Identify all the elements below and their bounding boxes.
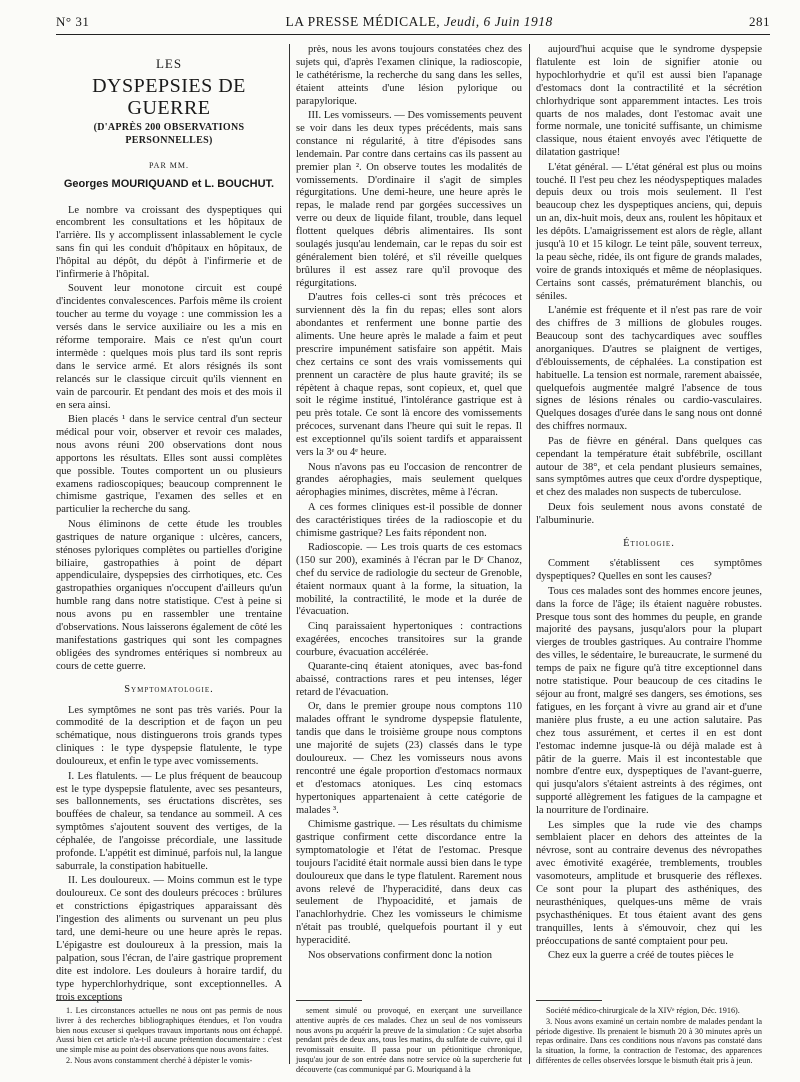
column-2 (296, 44, 522, 992)
footnotes-column-3 (536, 1006, 762, 1076)
article-heading (56, 58, 282, 191)
paragraph: aujourd'hui acquise que le syndrome dyspepsie flatulente est loin de signifier atonie ou hypochlorhydrie et qu'il est aussi bien l'apanage d'estomacs dont la contractilité et la sécrétion chlorhydrique sont apparemment intactes. Les trois quarts de nos malades, dont l'estomac avait une forme normale, une tonicité suffisante, un chimisme classique, nous étaient envoyés avec l'étiquette de dilatation gastrique! (536, 44, 762, 159)
paragraph: Société médico-chirurgicale de la XIVᵉ région, Déc. 1916). (546, 1006, 740, 1015)
section-heading-etiologie: Étiologie. (623, 537, 675, 549)
paragraph: Deux fois seulement nous avons constaté de l'albuminurie. (536, 501, 762, 526)
paragraph: Pas de fièvre en général. Dans quelques cas cependant la température était subfébrile, oscillant autour de 38°, et cela pendant plusieurs semaines, sans symptômes autres que ceux d'ordre dyspeptique, et chez des malades non suspects de tuberculose. (536, 435, 762, 499)
article-title: DYSPEPSIES DE GUERRE (92, 74, 246, 119)
article-kicker: LES (155, 56, 183, 71)
paragraph: D'autres fois celles-ci sont très précoces et surviennent dès la fin du repas; elles sont alors abondantes et renferment une bonne partie des aliments. Une heure après le malade a faim et peut prescrire impunément satisfaire son appétit. Mais chez certains ce sont des vrais vomissements qui prennent un caractère de plus haute gravité; ils se répètent à chaque repas, sont copieux, et, quel que soit le régime institué, l'intolérance gastrique est à peu près totale. Ce sont là encore des vomissements précoces, survenant dans l'heure qui suit le repas. Il est exceptionnel qu'ils soient tardifs et apparaissent vers la 3ᵉ ou 4ᵉ heure. (296, 292, 522, 459)
column-divider-2 (529, 44, 530, 1064)
byline-prefix: PAR MM. (148, 160, 190, 170)
header-rule (56, 34, 770, 35)
paragraph: Nous éliminons de cette étude les troubles gastriques de nature organique : ulcères, cancers, sténoses pyloriques complètes ou partielles d'origine biliaire, gastropathies à point de départ appendiculaire, dyspepsies des cirrhotiques, etc. Ces gastropathies organiques n'occupent d'ailleurs qu'un humble rang dans notre statistique. C'est à peine si nous avons pu en rassembler une trentaine d'observations. Nous laisserons également de côté les manifestations gastriques qui sont les compagnes obligées des syndromes entériques si nombreux au cours de cette guerre. (56, 518, 282, 672)
footnotes-column-2 (296, 1006, 522, 1076)
journal-masthead (286, 14, 553, 30)
paragraph: L'état général. — L'état général est plus ou moins touché. Il l'est peu chez les néodyspeptiques malades depuis deux ou trois mois seulement. Il l'est beaucoup chez les dyspeptiques anciens, qui, depuis un an, dix-huit mois, deux ans, roulent les hôpitaux et les dépôts. L'amaigrissement est alors de règle, allant jusqu'à 10 et 15 kilogr. Le teint pâle, souvent terreux, la peau sèche, ridée, ils ont figure de grands malades, voire de grands intoxiqués et même de néoplasiques. Certains sont cassés, prématurément blanchis, ou séniles. (536, 161, 762, 302)
column-3-body-continued (536, 558, 762, 963)
page-number: 281 (749, 14, 770, 29)
journal-name: LA PRESSE MÉDICALE, (285, 14, 441, 29)
paragraph: Tous ces malades sont des hommes encore jeunes, dans la force de l'âge; ils étaient naguère robustes. Presque tous sont des hommes du peuple, en grande majorité des paysans, jusqu'alors pour la plupart vierges de troubles gastriques. Au contraire l'homme des villes, le sédentaire, le bureaucrate, le surmené du temps de paix ne figure qu'à titre exceptionnel dans notre statistique. Pour beaucoup de ces citadins le séjour au front, malgré ses dangers, ses émotions, ses fatigues, en les forçant à vivre au grand air et d'une manière plus fruste, a eu une action salutaire. Pas chez tous assurément, et certes il en est dont l'estomac indemne jusque-là ou déjà malade est à pâtir de la guerre. Mais il est incontestable que nombre d'entre eux, dyspeptiques de l'avant-guerre, qui jusqu'alors s'étaient astreints à des régimes, ont supporté allègrement les fatigues de la campagne et la nourriture de l'ordinaire. (536, 585, 762, 817)
article-subtitle: (D'APRÈS 200 OBSERVATIONS PERSONNELLES) (93, 121, 245, 146)
paragraph: Quarante-cinq étaient atoniques, avec bas-fond abaissé, contractions rares et peu intenses, léger retard de l'évacuation. (296, 661, 522, 698)
paragraph: Radioscopie. — Les trois quarts de ces estomacs (150 sur 200), examinés à l'écran par le Dʳ Chanoz, chef du service de radiologie du secteur de Grenoble, étaient normaux quant à la forme, la situation, la mobilité, la contractilité, le mode et la durée de l'évacuation. (296, 541, 522, 618)
footnote-rule-1 (56, 1000, 122, 1001)
running-header (56, 14, 770, 32)
column-1-body (56, 205, 282, 674)
paragraph: Les symptômes ne sont pas très variés. Pour la commodité de la description et de façon un peu schématique, nous distinguerons trois grands types cliniques : le type dyspepsie flatulente, le type douloureux, et enfin le type avec vomissements. (56, 704, 282, 768)
paragraph: sement simulé ou provoqué, en exerçant une surveillance attentive auprès de ces malades. Chez un seul de nos vomisseurs nous avons pu acquérir la preuve de la simulation : Ce sujet absorba pendant près de deux ans, tous les matins, du sulfate de cuivre, qui il revomissait ensuite. Il passa pour un pétionitique chronique, jusqu'au jour de son entrée dans notre service où la supercherie fut découverte (cas communiqué par G. Mouriquand à la (296, 1006, 522, 1074)
paragraph: Nos observations confirment donc la notion (308, 949, 493, 961)
paragraph: Nous n'avons pas eu l'occasion de rencontrer de grandes aérophagies, mais seulement quelques aérophagies minimes, discrètes, même à l'écran. (296, 461, 522, 499)
column-1 (56, 44, 282, 1003)
paragraph: I. Les flatulents. — Le plus fréquent de beaucoup est le type dyspepsie flatulente, avec ses pesanteurs, ses ballonnements, ses éructations discrètes, ses bouffées de chaleur, sa tendance au sommeil. A ces symptômes s'ajoutent souvent des vertiges, de la céphalée, de l'angoisse précordiale, une lassitude profonde. L'appétit est diminué, parfois nul, la langue saburrale, la constipation habituelle. (56, 770, 282, 872)
paragraph: Comment s'établissent ces symptômes dyspeptiques? Quelles en sont les causes? (536, 558, 762, 583)
column-1-body-continued (56, 705, 282, 1005)
column-2-body (296, 44, 522, 962)
paragraph: 2. Nous avons constamment cherché à dépister le vomis- (66, 1055, 253, 1065)
paragraph: Cinq paraissaient hypertoniques : contractions exagérées, encoches transitoires sur la grande courbure, évacuation accélérée. (296, 620, 522, 658)
column-3-body (536, 44, 762, 528)
paragraph: Souvent leur monotone circuit est coupé d'incidentes convalescences. Parfois même ils croient toucher au terme du voyage : une commission les a versés dans le service auxiliaire ou les a mis en réforme temporaire. Mais ce n'est qu'un court intermède : quelques mois plus tard ils sont repris dans le service armé. Et alors résignés ils sont relancés sur le classique circuit qu'ils viennent en vain de parcourir. Et pendant des mois et des mois il en sera ainsi. (56, 283, 282, 411)
paragraph: II. Les douloureux. — Moins commun est le type douloureux. Ce sont des douleurs précoces : brûlures et constrictions épigastriques apparaissant dès l'ingestion des aliments ou survenant un peu plus tard, une demi-heure ou une heure après le repas. L'épigastre est douloureux à la pression, mais la palpation, sous l'écran, de l'aire gastrique proprement dite est indolore. Les douleurs à horaire tardif, du type hyperchlorhydrique, sont exceptionnelles. A trois exceptions (56, 875, 282, 1003)
paragraph: 3. Nous avons examiné un certain nombre de malades pendant la période digestive. Ils prenaient le bismuth 20 à 30 minutes après un repas ordinaire. Dans ces conditions nous n'avons pas constaté dans la situation, la forme, la contraction de l'estomac, des apparences différentes de celles observées lorsque le bismuth était pris à jeun. (536, 1016, 762, 1065)
paragraph: III. Les vomisseurs. — Des vomissements peuvent se voir dans les deux types précédents, mais sans constance ni régularité, à titre d'épisodes sans lendemain. Par contre dans certains cas ils passent au premier plan ². On observe toutes les modalités de vomissements. D'ordinaire il s'agit de simples régurgitations. Une demi-heure, une heure après le repas, le malade rend par gorgées successives un verre ou deux de liquide filant, trouble, dans lequel flottent quelques débris alimentaires. Ils sont soulagés jusqu'au lendemain, car le repas du soir est généralement bien toléré, et s'il réveille quelques brûlures il est assez rare qu'il provoque des régurgitations. (296, 110, 522, 289)
paragraph: près, nous les avons toujours constatées chez des sujets qui, d'après l'examen clinique, la radioscopie, le cathétérisme, la recherche du sang dans les selles, étaient atteints d'une lésion pylorique ou parapylorique. (296, 44, 522, 107)
paragraph: 1. Les circonstances actuelles ne nous ont pas permis de nous livrer à des recherches bibliographiques étendues, et l'on voudra bien nous excuser si quelques travaux importants nous ont échappé. Aussi bien cet article n'a-t-il aucune prétention documentaire : c'est une simple mise au point des observations que nous avons faites. (56, 1006, 282, 1055)
section-heading-symptomatologie: Symptomatologie. (124, 683, 214, 695)
paragraph: Bien placés ¹ dans le service central d'un secteur médical pour voir, observer et revoir ces malades, nous avons réuni 200 observations dont nous apportons les résultats. Elles sont aussi complètes que possible. Toutes comportent un ou plusieurs examens radioscopiques; beaucoup comprennent le chimisme gastrique, l'examen des selles et en particulier la recherche du sang. (56, 414, 282, 516)
issue-date: Jeudi, 6 Juin 1918 (444, 14, 553, 29)
article-authors: Georges MOURIQUAND et L. BOUCHUT. (63, 177, 275, 190)
column-divider-1 (289, 44, 290, 1064)
footnote-rule-3 (536, 1000, 602, 1001)
paragraph: Or, dans le premier groupe nous comptons 110 malades offrant le syndrome dyspepsie flatulente, tandis que dans le troisième groupe nous comptons une majorité de sujets (23) classés dans le type douloureux. — Chez les vomisseurs nous avons rencontré une égale proportion d'estomacs normaux et d'estomacs atoniques. Les cinq estomacs hypertoniques appartenaient à cette catégorie de malades ³. (296, 701, 522, 816)
paragraph: Chez eux la guerre a créé de toutes pièces le (548, 950, 734, 962)
issue-number: N° 31 (56, 14, 90, 29)
footnote-rule-2 (296, 1000, 362, 1001)
paragraph: Le nombre va croissant des dyspeptiques qui encombrent les consultations et les hôpitaux de l'arrière. Ils y accomplissent inlassablement le cycle sans fin qui les conduit d'hôpitaux en hôpitaux, de l'hôpital au dépôt, du dépôt à l'infirmerie et de l'infirmerie à l'hôpital. (56, 204, 282, 281)
paragraph: L'anémie est fréquente et il n'est pas rare de voir des chiffres de 3 millions de globules rouges. Beaucoup sont des tachycardiques avec souffles anorganiques. D'autres se plaignent de vertiges, d'éblouissements, de céphalées. La constipation est habituelle. La tension est normale, rarement abaissée, quelquefois augmentée malgré l'absence de tous signes de lésions rénales ou cardio-vasculaires. Quelques dosages d'urée dans le sang nous ont donné des chiffres normaux. (536, 305, 762, 433)
footnotes-column-1 (56, 1006, 282, 1076)
paragraph: A ces formes cliniques est-il possible de donner des caractéristiques tirées de la radioscopie et du chimisme gastrique? Les faits répondent non. (296, 501, 522, 539)
paragraph: Les simples que la rude vie des champs semblaient placer en dehors des atteintes de la névrose, sont au contraire devenus des névropathes avec émotivité exagérée, tremblements, troubles vasomoteurs, amplitude et brusquerie des réflexes. Ce sont pour la plupart des asthéniques, des neurasthéniques, quelques-uns même de vrais psychasthéniques. Et tous étaient avant des gens tranquilles, lents à s'émouvoir, chez qui les préoccupations de santé comptaient pour peu. (536, 819, 762, 947)
column-3 (536, 44, 762, 992)
paragraph: Chimisme gastrique. — Les résultats du chimisme gastrique confirment cette discordance entre la symptomatologie et l'état de l'estomac. Presque toujours l'acidité était normale aussi bien dans le type douloureux que dans le type flatulent. Rarement nous avons relevé de l'hyperacidité, dans deux cas seulement de l'hypoacidité, et jamais de l'anachlorhydrie. Chez les vomisseurs le chimisme n'était pas troublé, quelquefois pourtant il y eut hyperacidité. (296, 818, 522, 947)
